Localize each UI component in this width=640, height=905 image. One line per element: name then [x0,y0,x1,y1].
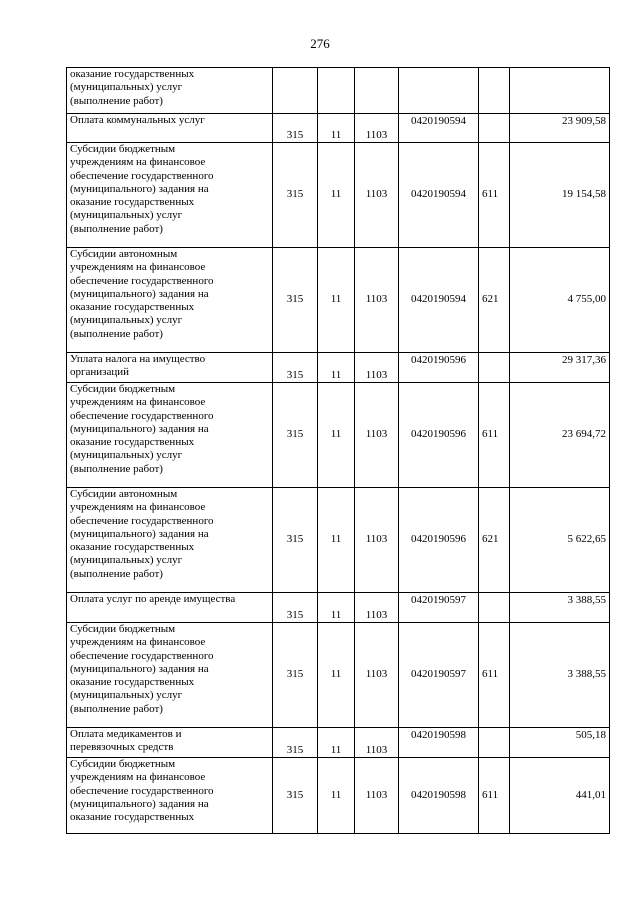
row-vr: 621 [479,248,510,353]
row-gr: 315 [273,728,318,758]
row-rz [318,68,355,114]
row-sum: 3 388,55 [510,623,610,728]
row-pr: 1103 [355,383,399,488]
row-gr [273,68,318,114]
row-sum: 23 694,72 [510,383,610,488]
row-pr: 1103 [355,248,399,353]
row-csr: 0420190594 [399,114,479,143]
row-vr: 621 [479,488,510,593]
row-rz: 11 [318,758,355,834]
row-gr: 315 [273,248,318,353]
row-pr: 1103 [355,593,399,623]
row-rz: 11 [318,623,355,728]
row-pr: 1103 [355,728,399,758]
row-gr: 315 [273,593,318,623]
row-pr [355,68,399,114]
row-sum: 3 388,55 [510,593,610,623]
row-pr: 1103 [355,488,399,593]
row-sum: 505,18 [510,728,610,758]
budget-table [66,67,610,834]
row-sum: 4 755,00 [510,248,610,353]
row-csr: 0420190597 [399,623,479,728]
table-row [67,488,610,593]
row-name: Оплата услуг по аренде имущества [67,593,273,623]
row-sum: 441,01 [510,758,610,834]
table-row [67,593,610,623]
row-name: Субсидии бюджетным учреждениям на финансовое обеспечение государственного (муниципального) задания на оказание государственных (муниципальных) услуг (выполнение работ) [67,623,273,728]
row-rz: 11 [318,593,355,623]
row-sum: 23 909,58 [510,114,610,143]
page-number: 276 [310,36,330,51]
row-gr: 315 [273,383,318,488]
row-name: Субсидии автономным учреждениям на финансовое обеспечение государственного (муниципального) задания на оказание государственных (муниципальных) услуг (выполнение работ) [67,488,273,593]
row-vr: 611 [479,383,510,488]
row-name: Оплата медикаментов и перевязочных средств [67,728,273,758]
row-rz: 11 [318,248,355,353]
row-csr: 0420190598 [399,758,479,834]
row-gr: 315 [273,623,318,728]
row-gr: 315 [273,114,318,143]
row-vr: 611 [479,143,510,248]
row-csr: 0420190596 [399,353,479,383]
row-gr: 315 [273,488,318,593]
row-vr [479,728,510,758]
row-sum: 19 154,58 [510,143,610,248]
row-rz: 11 [318,143,355,248]
row-pr: 1103 [355,143,399,248]
row-csr: 0420190594 [399,248,479,353]
row-sum: 29 317,36 [510,353,610,383]
row-gr: 315 [273,758,318,834]
row-rz: 11 [318,353,355,383]
row-name: Субсидии бюджетным учреждениям на финансовое обеспечение государственного (муниципального) задания на оказание государственных (муниципальных) услуг (выполнение работ) [67,143,273,248]
row-pr: 1103 [355,353,399,383]
row-sum: 5 622,65 [510,488,610,593]
row-rz: 11 [318,728,355,758]
row-name: Уплата налога на имущество организаций [67,353,273,383]
table-row [67,248,610,353]
row-vr: 611 [479,623,510,728]
row-gr: 315 [273,143,318,248]
table-row [67,623,610,728]
row-pr: 1103 [355,758,399,834]
row-name: Субсидии бюджетным учреждениям на финансовое обеспечение государственного (муниципального) задания на оказание государственных (муниципальных) услуг (выполнение работ) [67,383,273,488]
row-csr [399,68,479,114]
row-vr [479,68,510,114]
row-csr: 0420190597 [399,593,479,623]
table-row [67,68,610,114]
table-row [67,353,610,383]
table-row [67,758,610,834]
row-vr: 611 [479,758,510,834]
row-rz: 11 [318,383,355,488]
row-vr [479,114,510,143]
row-rz: 11 [318,488,355,593]
row-rz: 11 [318,114,355,143]
row-csr: 0420190596 [399,383,479,488]
row-csr: 0420190598 [399,728,479,758]
table-row [67,383,610,488]
row-pr: 1103 [355,114,399,143]
row-name: Оплата коммунальных услуг [67,114,273,143]
row-pr: 1103 [355,623,399,728]
row-name: Субсидии автономным учреждениям на финансовое обеспечение государственного (муниципального) задания на оказание государственных (муниципальных) услуг (выполнение работ) [67,248,273,353]
row-vr [479,593,510,623]
row-name: Субсидии бюджетным учреждениям на финансовое обеспечение государственного (муниципального) задания на оказание государственных [67,758,273,834]
table-row [67,114,610,143]
row-csr: 0420190596 [399,488,479,593]
row-sum [510,68,610,114]
row-gr: 315 [273,353,318,383]
row-vr [479,353,510,383]
row-name: оказание государственных (муниципальных) услуг (выполнение работ) [67,68,273,114]
table-row [67,143,610,248]
row-csr: 0420190594 [399,143,479,248]
table-row [67,728,610,758]
